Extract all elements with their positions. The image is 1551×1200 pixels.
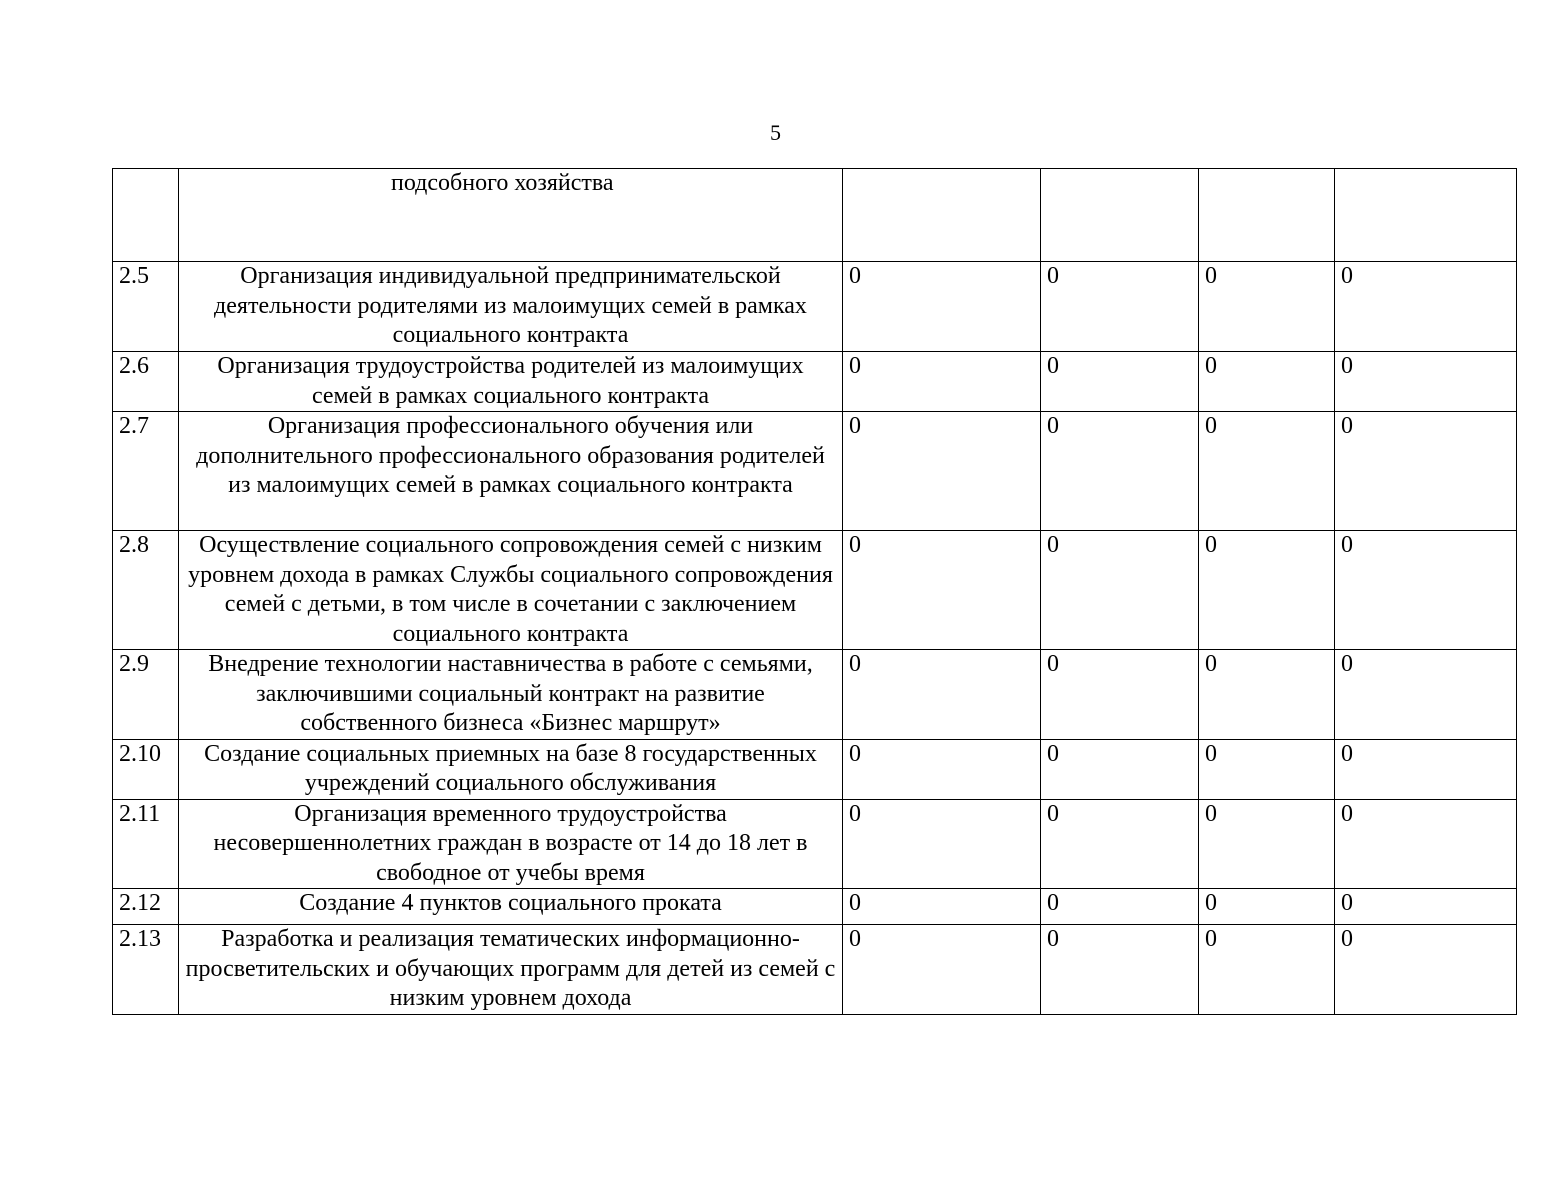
table-row <box>113 262 1517 352</box>
row-description: Создание социальных приемных на базе 8 государственных учреждений социального обслуживания <box>179 739 843 799</box>
value-cell: 0 <box>1335 352 1517 412</box>
value-cell <box>1199 169 1335 262</box>
row-description: Внедрение технологии наставничества в работе с семьями, заключившими социальный контракт на развитие собственного бизнеса «Бизнес маршрут» <box>179 650 843 740</box>
value-cell: 0 <box>1199 262 1335 352</box>
table-row-continuation <box>113 169 1517 262</box>
value-cell: 0 <box>1199 352 1335 412</box>
row-number: 2.5 <box>113 262 179 352</box>
value-cell: 0 <box>843 739 1041 799</box>
value-cell: 0 <box>1335 262 1517 352</box>
row-number: 2.7 <box>113 412 179 531</box>
value-cell <box>843 169 1041 262</box>
row-number: 2.6 <box>113 352 179 412</box>
program-table <box>112 168 1517 1015</box>
value-cell: 0 <box>1335 925 1517 1015</box>
value-cell: 0 <box>843 531 1041 650</box>
row-description: Организация индивидуальной предпринимательской деятельности родителями из малоимущих семей в рамках социального контракта <box>179 262 843 352</box>
value-cell: 0 <box>1041 412 1199 531</box>
row-number: 2.12 <box>113 889 179 925</box>
row-description: Разработка и реализация тематических информационно-просветительских и обучающих программ для детей из семей с низким уровнем дохода <box>179 925 843 1015</box>
table-row <box>113 925 1517 1015</box>
value-cell: 0 <box>1335 799 1517 889</box>
value-cell: 0 <box>843 889 1041 925</box>
value-cell: 0 <box>1199 799 1335 889</box>
table-row <box>113 799 1517 889</box>
table-row <box>113 739 1517 799</box>
row-number: 2.8 <box>113 531 179 650</box>
value-cell: 0 <box>1335 739 1517 799</box>
value-cell: 0 <box>1199 925 1335 1015</box>
value-cell: 0 <box>1041 889 1199 925</box>
value-cell: 0 <box>1199 412 1335 531</box>
value-cell: 0 <box>1041 739 1199 799</box>
row-number-cell <box>113 169 179 262</box>
value-cell: 0 <box>1335 412 1517 531</box>
value-cell: 0 <box>1041 352 1199 412</box>
value-cell: 0 <box>1041 262 1199 352</box>
row-number: 2.10 <box>113 739 179 799</box>
value-cell: 0 <box>1041 799 1199 889</box>
value-cell <box>1041 169 1199 262</box>
value-cell: 0 <box>1335 889 1517 925</box>
value-cell: 0 <box>1199 889 1335 925</box>
value-cell: 0 <box>843 412 1041 531</box>
row-number: 2.13 <box>113 925 179 1015</box>
value-cell: 0 <box>843 799 1041 889</box>
value-cell: 0 <box>1199 531 1335 650</box>
table-row <box>113 352 1517 412</box>
value-cell: 0 <box>1041 531 1199 650</box>
value-cell: 0 <box>1335 531 1517 650</box>
table-row <box>113 650 1517 740</box>
value-cell: 0 <box>1199 739 1335 799</box>
row-description: Создание 4 пунктов социального проката <box>179 889 843 925</box>
value-cell: 0 <box>1335 650 1517 740</box>
table-row <box>113 889 1517 925</box>
row-description: Осуществление социального сопровождения семей с низким уровнем дохода в рамках Службы социального сопровождения семей с детьми, в том числе в сочетании с заключением социального контракта <box>179 531 843 650</box>
value-cell: 0 <box>1041 650 1199 740</box>
row-description: Организация трудоустройства родителей из малоимущих семей в рамках социального контракта <box>179 352 843 412</box>
value-cell: 0 <box>843 650 1041 740</box>
value-cell: 0 <box>843 925 1041 1015</box>
table-row <box>113 531 1517 650</box>
value-cell: 0 <box>1041 925 1199 1015</box>
value-cell: 0 <box>843 352 1041 412</box>
value-cell: 0 <box>843 262 1041 352</box>
row-description: подсобного хозяйства <box>179 169 843 262</box>
value-cell: 0 <box>1199 650 1335 740</box>
table-row <box>113 412 1517 531</box>
page-number: 5 <box>770 120 781 145</box>
row-number: 2.9 <box>113 650 179 740</box>
row-description: Организация профессионального обучения или дополнительного профессионального образования родителей из малоимущих семей в рамках социального контракта <box>179 412 843 531</box>
value-cell <box>1335 169 1517 262</box>
row-number: 2.11 <box>113 799 179 889</box>
row-description: Организация временного трудоустройства несовершеннолетних граждан в возрасте от 14 до 18 лет в свободное от учебы время <box>179 799 843 889</box>
